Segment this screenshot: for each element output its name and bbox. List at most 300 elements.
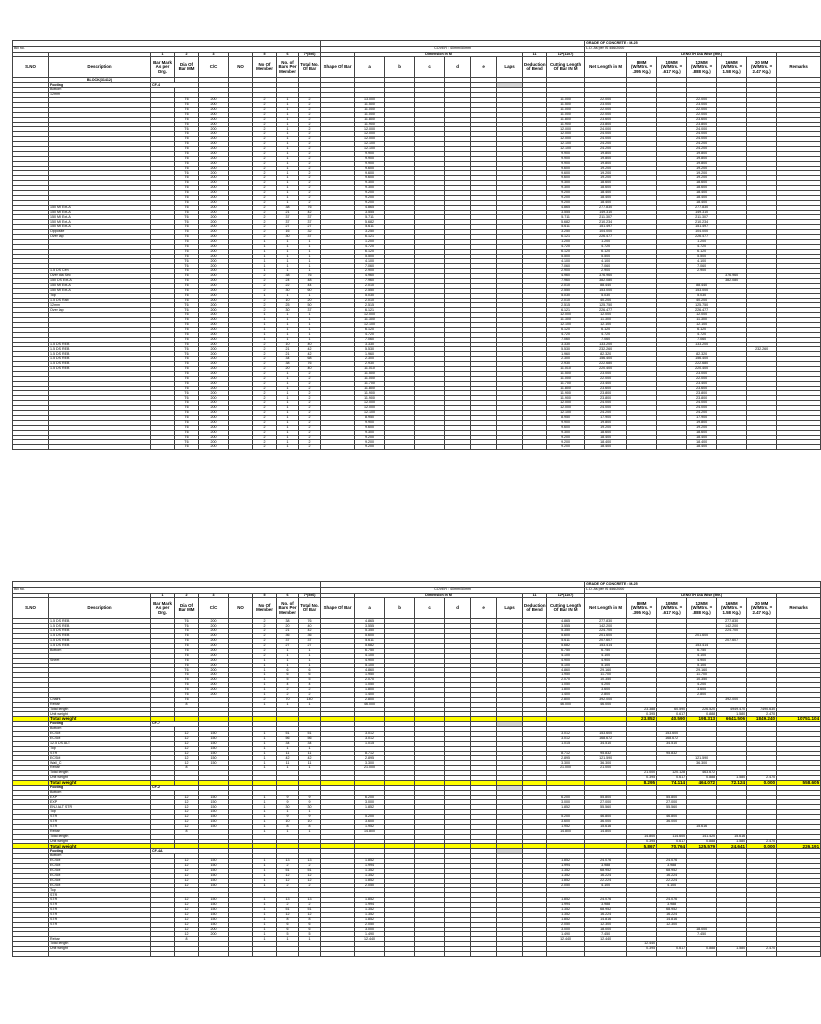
cell: 68 xyxy=(299,357,321,362)
cell: 1 xyxy=(277,181,299,186)
cell: T6 xyxy=(175,327,199,332)
cell: 12*(11x7) xyxy=(547,52,585,57)
cell: 12.440 xyxy=(547,937,585,942)
cell: 0.395 xyxy=(627,775,657,780)
column-header-laps: Laps xyxy=(497,598,523,619)
cell: 200 xyxy=(199,254,229,259)
cell: 2 xyxy=(253,342,277,347)
column-header-d: d xyxy=(445,57,471,78)
cell: 1.5 DS REB xyxy=(49,634,151,639)
cell: 4.865 xyxy=(547,619,585,624)
cell: 12 xyxy=(175,864,199,869)
cell: 10.350 xyxy=(687,678,717,683)
cell: 150 xyxy=(199,824,229,829)
cell: 0.888 xyxy=(687,775,717,780)
cell: 1 xyxy=(277,415,299,420)
cell: 1.580 xyxy=(717,775,747,780)
cell: 2.900 xyxy=(355,269,385,274)
cell: 12.000 xyxy=(355,127,385,132)
cell: 200 xyxy=(199,376,229,381)
cell: 222.680 xyxy=(585,362,627,367)
cell: 27 xyxy=(299,643,321,648)
group-code: CF-2 xyxy=(151,785,199,790)
cell: 2 xyxy=(253,107,277,112)
cell: 12 xyxy=(175,922,199,927)
cell: 1 xyxy=(253,736,277,741)
cell: 27 xyxy=(277,643,299,648)
cell: 4.900 xyxy=(585,658,627,663)
cell: T6 xyxy=(175,181,199,186)
cell: 12 xyxy=(175,746,199,751)
cell: T6 xyxy=(175,259,199,264)
cell: 1 xyxy=(277,337,299,342)
cell: Top xyxy=(49,888,151,893)
cell: 1 xyxy=(277,658,299,663)
cell: 222.680 xyxy=(687,362,717,367)
cell: 18.400 xyxy=(585,190,627,195)
cell: 392.000 xyxy=(585,697,627,702)
cell: 82.320 xyxy=(585,352,627,357)
cell: 200 xyxy=(199,420,229,425)
cell: 11.000 xyxy=(355,376,385,381)
column-header-bars-per-member: No. of Bars Per Member xyxy=(277,598,299,619)
cell: 42 xyxy=(277,756,299,761)
cell: 11.300 xyxy=(355,318,385,323)
cell: 1 xyxy=(277,132,299,137)
column-header-row xyxy=(13,57,821,78)
cell: 150 xyxy=(199,864,229,869)
cell: 5.500 xyxy=(547,254,585,259)
cell: 1 xyxy=(253,687,277,692)
cell: 4.900 xyxy=(355,658,385,663)
cell: 12.000 xyxy=(585,313,627,318)
cell: Top xyxy=(49,293,151,298)
cell: 1 xyxy=(151,52,175,57)
cell: 18.600 xyxy=(687,181,717,186)
cell: 1 xyxy=(253,859,277,864)
cell: 21 xyxy=(277,347,299,352)
cell xyxy=(151,445,175,450)
cell: 2 xyxy=(253,697,277,702)
cell: 2 xyxy=(253,391,277,396)
cell: 200 xyxy=(199,653,229,658)
cell: 1 xyxy=(277,445,299,450)
cell: 1.952 xyxy=(355,824,385,829)
cell: 9.200 xyxy=(547,440,585,445)
cell: 1 xyxy=(277,264,299,269)
cell: 11.500 xyxy=(547,371,585,376)
cell: 9.300 xyxy=(547,430,585,435)
cell: T6 xyxy=(175,127,199,132)
cell: 1 xyxy=(253,820,277,825)
cell: 1 xyxy=(277,440,299,445)
total-weight-label: Total weight xyxy=(49,844,151,849)
cell: 1 xyxy=(253,824,277,829)
cell: 1 xyxy=(253,332,277,337)
cell: 2 xyxy=(175,593,199,598)
cell: 9 xyxy=(299,800,321,805)
bill-reference: Bill no. xyxy=(13,587,321,593)
cell: 1 xyxy=(277,137,299,142)
cell: STR xyxy=(49,820,151,825)
cell: 11.300 xyxy=(687,318,717,323)
cell: 1 xyxy=(253,937,277,942)
cell: 6.121 xyxy=(547,234,585,239)
cell: 18.600 xyxy=(687,430,717,435)
length-group-header: LENGTH DIA Wise (Mtr.) xyxy=(627,52,777,57)
cell: 3.300 xyxy=(547,761,585,766)
cell: 1 xyxy=(277,648,299,653)
cell: 1 xyxy=(253,864,277,869)
cell: 133.200 xyxy=(585,342,627,347)
cell: 2 xyxy=(299,425,321,430)
cell: 13.000 xyxy=(355,98,385,103)
cell: 51 xyxy=(277,868,299,873)
cell: 7*(5x6) xyxy=(299,52,321,57)
cell: 2 xyxy=(253,347,277,352)
cell: 1 xyxy=(253,293,277,298)
cell xyxy=(523,952,547,957)
cell: 1 xyxy=(277,259,299,264)
cell: 5.100 xyxy=(585,663,627,668)
cell: T6 xyxy=(175,244,199,249)
cell: 24.000 xyxy=(585,132,627,137)
cell: 3.555 xyxy=(355,210,385,215)
cell: 200 xyxy=(199,619,229,624)
cell: 200 xyxy=(199,643,229,648)
cell: 8.950 xyxy=(547,415,585,420)
cell: 6.120 xyxy=(547,249,585,254)
cell: Rebar xyxy=(49,702,151,707)
cell: 2 xyxy=(299,117,321,122)
cell: 5 xyxy=(253,52,277,57)
cell: T6 xyxy=(175,98,199,103)
cell: 15.616 xyxy=(687,824,717,829)
cell: 2 xyxy=(253,303,277,308)
cell: STR xyxy=(49,922,151,927)
cell: 9.200 xyxy=(355,190,385,195)
cell: 1 xyxy=(277,190,299,195)
cell: 9.200 xyxy=(355,200,385,205)
cell: 200 xyxy=(199,357,229,362)
cell: 30 xyxy=(277,308,299,313)
cell: 1 xyxy=(277,195,299,200)
cell: 232.260 xyxy=(747,347,777,352)
dimension-group-header: Dimension in M xyxy=(355,593,523,598)
cell xyxy=(471,952,497,957)
cell: 9.900 xyxy=(547,156,585,161)
cell: 9.600 xyxy=(547,425,585,430)
cell: 1849.240 xyxy=(747,717,777,722)
cell: 150 xyxy=(199,883,229,888)
cell: 22.000 xyxy=(585,376,627,381)
cell: 226.477 xyxy=(585,308,627,313)
cell: 2 xyxy=(299,687,321,692)
cell: 60 xyxy=(299,288,321,293)
cell: 7.060 xyxy=(687,337,717,342)
column-header-d: d xyxy=(445,598,471,619)
cell: 4.720 xyxy=(585,332,627,337)
cell: 76 xyxy=(299,619,321,624)
block-title: BLOCK(31412) xyxy=(49,78,151,83)
cell: 11.900 xyxy=(355,391,385,396)
cell: 3 xyxy=(199,593,229,598)
cell: 2 xyxy=(253,430,277,435)
cell: 1.852 xyxy=(355,917,385,922)
cell: 76 xyxy=(299,274,321,279)
cell xyxy=(627,952,657,957)
cell: 2 xyxy=(299,371,321,376)
cell: 11.900 xyxy=(547,391,585,396)
cell: 150 xyxy=(199,815,229,820)
column-header-shape: Shape Of Bar xyxy=(321,598,355,619)
cell: ECSM xyxy=(49,859,151,864)
cell: 1 xyxy=(253,927,277,932)
cell: 11 xyxy=(523,593,547,598)
cell xyxy=(277,952,299,957)
cell: 23.400 xyxy=(687,381,717,386)
cell: 200 xyxy=(199,127,229,132)
cell: 200 xyxy=(199,98,229,103)
cell: 30 xyxy=(277,234,299,239)
cell: 2.800 xyxy=(355,697,385,702)
cell: 16.224 xyxy=(657,912,687,917)
cell: 2 xyxy=(277,864,299,869)
cell: 200 xyxy=(199,186,229,191)
cell: 277.830 xyxy=(585,619,627,624)
total-weight-label: Total weight xyxy=(49,717,151,722)
cell: 200 xyxy=(199,658,229,663)
cell xyxy=(747,445,777,450)
cell: 1 xyxy=(277,161,299,166)
cell: 1 xyxy=(277,376,299,381)
cell: 12 xyxy=(175,761,199,766)
cell: 1 xyxy=(253,761,277,766)
cell: 12 xyxy=(299,873,321,878)
cell: 24.076 xyxy=(657,898,687,903)
cell: 16.224 xyxy=(585,912,627,917)
cell: 9.200 xyxy=(355,445,385,450)
cell: 2 xyxy=(253,190,277,195)
cell: 200 xyxy=(199,629,229,634)
cell: 3.600 xyxy=(355,820,385,825)
empty-row xyxy=(13,952,821,957)
cell: T6 xyxy=(175,381,199,386)
cell: 17.900 xyxy=(687,415,717,420)
cell: 201.600 xyxy=(585,634,627,639)
column-header-net-length: Net Length in M xyxy=(585,598,627,619)
cell: 150 xyxy=(199,756,229,761)
cell: 3.555 xyxy=(355,624,385,629)
cell: 22.000 xyxy=(687,98,717,103)
cell: 6.120 xyxy=(687,327,717,332)
column-header-cc: C/C xyxy=(199,598,229,619)
cell: 9 xyxy=(299,795,321,800)
cell: T6 xyxy=(175,117,199,122)
cell: 200 xyxy=(199,318,229,323)
cell: 24.000 xyxy=(585,137,627,142)
cell: 95.832 xyxy=(657,751,687,756)
cell: T6 xyxy=(175,629,199,634)
cell: 12 xyxy=(299,912,321,917)
cell: 1 xyxy=(299,702,321,707)
cell: 9.600 xyxy=(547,166,585,171)
column-header-cutting-length: Cutting Length Of Bar IN M xyxy=(547,57,585,78)
cell: 36.000 xyxy=(585,820,627,825)
cell: 2 xyxy=(253,653,277,658)
cell: 76 xyxy=(299,362,321,367)
cell: 210.234 xyxy=(585,220,627,225)
cell: 11.000 xyxy=(547,107,585,112)
cell: 5.500 xyxy=(585,254,627,259)
cell: 1 xyxy=(253,878,277,883)
cell: T6 xyxy=(175,146,199,151)
group-code: CF-7 xyxy=(151,722,199,727)
cell: 2 xyxy=(299,415,321,420)
cell: 19.200 xyxy=(585,171,627,176)
column-header-d8: 8MM (W/Mtrs. = .395 Kg.) xyxy=(627,57,657,78)
cell: STR xyxy=(49,898,151,903)
cell: 1 xyxy=(277,318,299,323)
cell: 4.860 xyxy=(355,668,385,673)
cell: 18.000 xyxy=(585,927,627,932)
cell: 12 xyxy=(175,751,199,756)
cell: 23.852 xyxy=(627,717,657,722)
group-sub-label: Bottom xyxy=(49,727,151,732)
cell: 9.200 xyxy=(547,195,585,200)
cell: 2 xyxy=(253,624,277,629)
cell: 1.580 xyxy=(717,947,747,952)
cell: 37 xyxy=(277,639,299,644)
cell: 3.988 xyxy=(585,864,627,869)
cell: 149.310 xyxy=(687,210,717,215)
cell xyxy=(229,445,253,450)
cell: T6 xyxy=(175,445,199,450)
cell: 4.100 xyxy=(687,653,717,658)
cell: 2.470 xyxy=(747,839,777,844)
cell: 2 xyxy=(253,440,277,445)
cell: 7.060 xyxy=(547,264,585,269)
cell: 1 xyxy=(277,391,299,396)
cell: 200 xyxy=(199,132,229,137)
cell: 1 xyxy=(277,420,299,425)
cell: 15.616 xyxy=(585,824,627,829)
cell: 200 xyxy=(199,102,229,107)
cell: Over dia Sec xyxy=(49,274,151,279)
cell: 40 xyxy=(299,624,321,629)
cell xyxy=(299,952,321,957)
cell: 2 xyxy=(253,220,277,225)
cell: 200 xyxy=(199,425,229,430)
cell: T6 xyxy=(175,342,199,347)
cell: EXP xyxy=(49,800,151,805)
cell: T6 xyxy=(175,215,199,220)
cell: 1 xyxy=(299,313,321,318)
group-code: CF-4A xyxy=(151,849,199,854)
cell: 42 xyxy=(299,629,321,634)
cell: 168.672 xyxy=(657,736,687,741)
cell: 14.800 xyxy=(355,829,385,834)
cell: 21.000 xyxy=(627,771,657,776)
cell: 2.010 xyxy=(547,283,585,288)
cell: 18.600 xyxy=(585,186,627,191)
cell: 42 xyxy=(299,347,321,352)
cell: 9 xyxy=(277,815,299,820)
cell: 1.400 xyxy=(355,692,385,697)
column-header-d16: 16MM (W/Mtrs. = 1.58 Kg.) xyxy=(717,598,747,619)
cell: 1 xyxy=(277,332,299,337)
cell: 24.200 xyxy=(585,411,627,416)
cell: 1 xyxy=(253,917,277,922)
cell: 3.600 xyxy=(687,687,717,692)
cell: 198.313 xyxy=(687,717,717,722)
cell: 4.100 xyxy=(355,259,385,264)
cell: 7.060 xyxy=(355,337,385,342)
cell: 2 xyxy=(253,352,277,357)
cell: 1.800 xyxy=(547,687,585,692)
cover-note: COVER : 40mm/50mm xyxy=(321,46,585,52)
cell: 1.950 xyxy=(355,673,385,678)
cell: T6 xyxy=(175,687,199,692)
cell: T6 xyxy=(175,391,199,396)
cell: 226.477 xyxy=(687,234,717,239)
cell: T6 xyxy=(175,288,199,293)
cell: 220.400 xyxy=(687,367,717,372)
cell: 12 xyxy=(175,927,199,932)
cell: 40 xyxy=(299,342,321,347)
cell: 51 xyxy=(277,908,299,913)
cell: T6 xyxy=(175,234,199,239)
cell: 3.250 xyxy=(547,230,585,235)
cell: 5.711 xyxy=(547,215,585,220)
cell: 24.000 xyxy=(687,137,717,142)
cell: 1.352 xyxy=(355,873,385,878)
cell: 2.070 xyxy=(547,678,585,683)
cell: 1 xyxy=(277,200,299,205)
cell xyxy=(523,445,547,450)
cell: 2.895 xyxy=(355,756,385,761)
cell: 277.830 xyxy=(717,619,747,624)
cell: 2 xyxy=(253,634,277,639)
cell: 18.400 xyxy=(687,190,717,195)
cell: 1 xyxy=(277,166,299,171)
cell: 200 xyxy=(199,927,229,932)
cell: 200 xyxy=(199,347,229,352)
cell: 23.800 xyxy=(585,391,627,396)
cell: 24.200 xyxy=(687,411,717,416)
cell: T6 xyxy=(175,371,199,376)
cell: 200 xyxy=(199,687,229,692)
cell: 200 xyxy=(199,107,229,112)
column-header-total-bars: Total No. Of Bar xyxy=(299,57,321,78)
cell: 2 xyxy=(253,401,277,406)
cell: 18.400 xyxy=(585,200,627,205)
cell: T6 xyxy=(175,156,199,161)
cell: 2 xyxy=(299,883,321,888)
cell: 2 xyxy=(253,411,277,416)
cell: 11.500 xyxy=(355,102,385,107)
cell: 50 xyxy=(299,303,321,308)
cell: 7.060 xyxy=(687,264,717,269)
cell: 56 xyxy=(277,736,299,741)
summary-label: Total length xyxy=(49,771,151,776)
cell: 1 xyxy=(277,401,299,406)
cell: 10 xyxy=(299,820,321,825)
cell: 1 xyxy=(277,937,299,942)
cell: 1 xyxy=(253,805,277,810)
cell: T6 xyxy=(175,318,199,323)
cell: 226.477 xyxy=(687,308,717,313)
